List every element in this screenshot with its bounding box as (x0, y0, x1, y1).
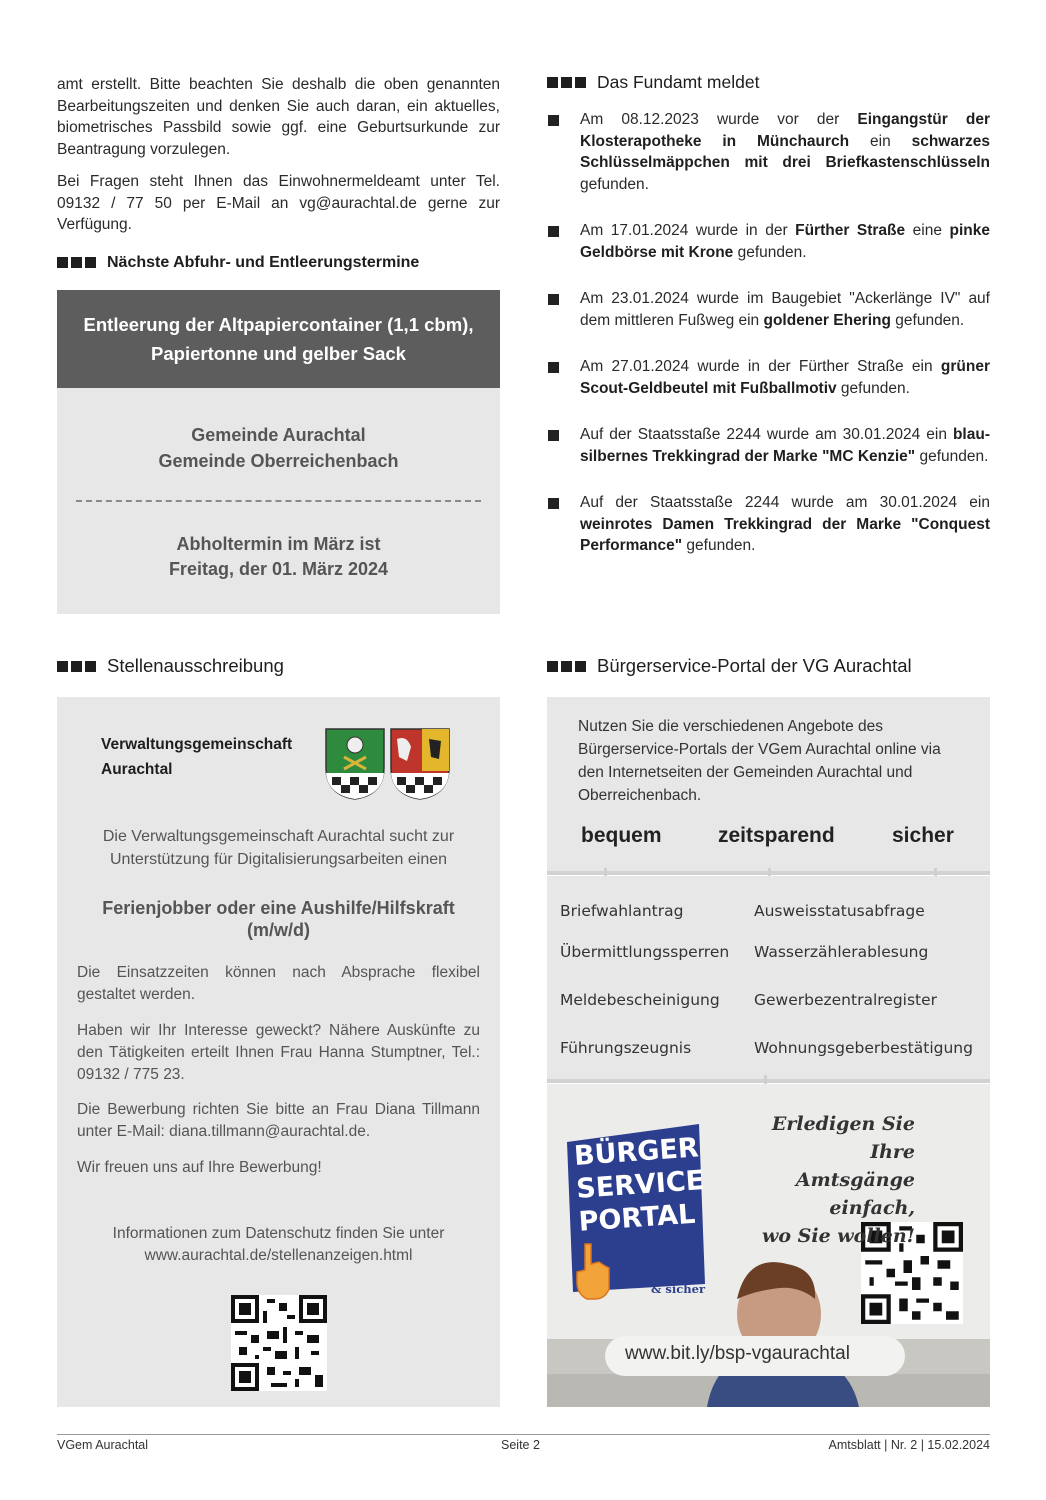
waste-box-body (57, 388, 500, 614)
left-column (57, 72, 500, 614)
list-item: Auf der Staatsstaße 2244 wurde am 30.01.2024 ein weinrotes Damen Trekkingrad der Marke "Conquest Performance" gefunden. (547, 492, 990, 557)
footer-page-number: Seite 2 (501, 1438, 540, 1452)
dashed-divider (76, 500, 481, 502)
waste-heading (57, 254, 500, 272)
portal-logo-tagline: bequem, zeitsparend & sicher (629, 1254, 705, 1296)
footer-right: Amtsblatt | Nr. 2 | 15.02.2024 (828, 1438, 990, 1452)
pickup-line-2: Freitag, der 01. März 2024 (168, 558, 389, 579)
right-column (547, 72, 990, 582)
service-wohnungsgeberbestaetigung[interactable]: Wohnungsgeberbestätigung (754, 1039, 973, 1057)
service-meldebescheinigung[interactable]: Meldebescheinigung (560, 991, 720, 1009)
job-paragraph-3: Die Bewerbung richten Sie bitte an Frau Diana Tillmann unter E-Mail: diana.tillmann@aurachtal.de. (77, 1101, 480, 1140)
portal-intro: Nutzen Sie die verschiedenen Angebote des Bürgerservice-Portals der VGem Aurachtal online via den Internetseiten der Gemeinden Aurachtal und Oberreichenbach. (578, 718, 941, 804)
footer-left: VGem Aurachtal (57, 1438, 149, 1452)
portal-divider (547, 1079, 990, 1083)
bullet-icon (548, 226, 559, 237)
intro-paragraph-2: Bei Fragen steht Ihnen das Einwohnermeldeamt unter Tel. 09132 / 77 50 per E-Mail an vg@aurachtal.de gerne zur Verfügung. (57, 173, 500, 233)
job-intro: Die Verwaltungsgemeinschaft Aurachtal sucht zur Unterstützung für Digitalisierungsarbeiten einen (102, 828, 455, 868)
job-heading (57, 655, 284, 677)
heading-squares-icon (57, 257, 99, 268)
portal-heading-text: Bürgerservice-Portal der VG Aurachtal (597, 655, 912, 676)
portal-intro-box (547, 697, 990, 871)
service-briefwahlantrag[interactable]: Briefwahlantrag (560, 902, 684, 920)
job-qr-code-icon[interactable] (231, 1295, 327, 1391)
heading-squares-icon (547, 661, 589, 672)
heading-squares-icon (57, 661, 99, 672)
waste-heading-text: Nächste Abfuhr- und Entleerungstermine (107, 253, 420, 271)
banner-slogan: Erledigen Sie Ihre Amtsgänge einfach, wo Sie wollen! (762, 1113, 915, 1247)
footer-divider (57, 1434, 990, 1435)
fundamt-heading-text: Das Fundamt meldet (597, 72, 760, 92)
waste-box (57, 290, 500, 614)
job-paragraph-1: Die Einsatzzeiten können nach Absprache flexibel gestaltet werden. (77, 964, 480, 1003)
list-item: Auf der Staatsstaße 2244 wurde am 30.01.2024 ein blau-silbernes Trekkingrad der Marke "MC Kenzie" gefunden. (547, 424, 990, 467)
municipality-1: Gemeinde Aurachtal (191, 424, 366, 445)
oberreichenbach-crest-icon (389, 727, 451, 801)
fundamt-list (547, 109, 990, 557)
bullet-icon (548, 294, 559, 305)
job-privacy-note: Informationen zum Datenschutz finden Sie unter www.aurachtal.de/stellenanzeigen.html (112, 1225, 445, 1264)
service-gewerbezentralregister[interactable]: Gewerbezentralregister (754, 991, 938, 1009)
list-item: Am 17.01.2024 wurde in der Fürther Straße eine pinke Geldbörse mit Krone gefunden. (547, 220, 990, 263)
bullet-icon (548, 430, 559, 441)
portal-url[interactable]: www.bit.ly/bsp-vgaurachtal (625, 1343, 850, 1364)
list-item: Am 27.01.2024 wurde in der Fürther Straße ein grüner Scout-Geldbeutel mit Fußballmotiv gefunden. (547, 356, 990, 399)
portal-heading (547, 655, 912, 677)
service-fuehrungszeugnis[interactable]: Führungszeugnis (560, 1039, 692, 1057)
keyword-sicher: sicher (892, 824, 954, 847)
buergerservice-banner[interactable] (547, 1084, 990, 1407)
bullet-icon (548, 498, 559, 509)
list-item: Am 08.12.2023 wurde vor der Eingangstür der Klosterapotheke in Münchaurch ein schwarzes Schlüsselmäppchen mit drei Briefkastenschlüsseln gefunden. (547, 109, 990, 195)
job-title: Ferienjobber oder eine Aushilfe/Hilfskraft (m/w/d) (102, 898, 455, 940)
bullet-icon (548, 362, 559, 373)
intro-paragraph-1: amt erstellt. Bitte beachten Sie deshalb die oben genannten Bearbeitungszeiten und denken Sie auch daran, ein aktuelles, biometrisches Passbild sowie ggf. eine Geburtsurkunde zur Beantragung vorzulegen. (57, 76, 500, 158)
portal-services-box (547, 876, 990, 1079)
job-paragraph-2: Haben wir Ihr Interesse geweckt? Nähere Auskünfte zu den Tätigkeiten erteilt Ihnen Frau Hanna Stumptner, Tel.: 09132 / 775 23. (77, 1022, 480, 1083)
pickup-line-1: Abholtermin im März ist (176, 533, 381, 554)
service-wasserzaehlerablesung[interactable]: Wasserzählerablesung (754, 943, 929, 961)
list-item: Am 23.01.2024 wurde im Baugebiet "Ackerlänge IV" auf dem mittleren Fußweg ein goldener Ehering gefunden. (547, 288, 990, 331)
job-box (57, 697, 500, 1407)
job-organisation: Verwaltungsgemeinschaft Aurachtal (101, 736, 293, 778)
keyword-zeitsparend: zeitsparend (718, 824, 835, 847)
keyword-bequem: bequem (581, 824, 662, 847)
service-uebermittlungssperren[interactable]: Übermittlungssperren (560, 943, 730, 961)
heading-squares-icon (547, 77, 589, 88)
job-heading-text: Stellenausschreibung (107, 655, 284, 676)
waste-box-title: Entleerung der Altpapiercontainer (1,1 cbm), Papiertonne und gelber Sack (57, 290, 500, 388)
job-paragraph-4: Wir freuen uns auf Ihre Bewerbung! (77, 1159, 322, 1176)
bullet-icon (548, 115, 559, 126)
service-ausweisstatusabfrage[interactable]: Ausweisstatusabfrage (754, 902, 925, 920)
municipality-2: Gemeinde Oberreichenbach (158, 450, 399, 471)
portal-logo: BÜRGER SERVICE PORTAL (573, 1132, 706, 1238)
aurachtal-crest-icon (324, 727, 386, 801)
fundamt-heading (547, 72, 990, 93)
